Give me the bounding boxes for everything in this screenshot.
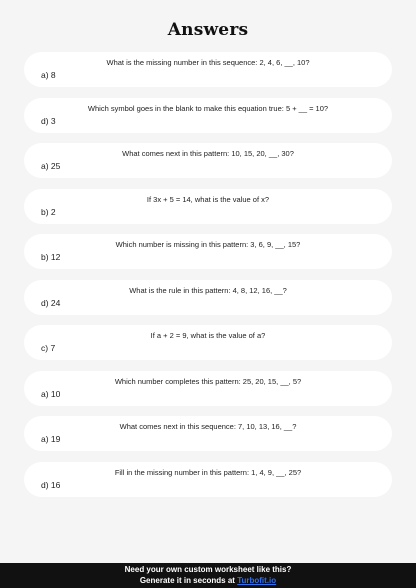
answer-text: a) 19: [41, 434, 61, 444]
question-text: Which symbol goes in the blank to make this equation true: 5 + __ = 10?: [87, 103, 329, 113]
answer-list: [24, 52, 392, 507]
answer-card: [24, 325, 392, 360]
answer-text: d) 24: [41, 297, 61, 308]
promo-footer: [0, 563, 416, 588]
answer-text: a) 25: [41, 161, 61, 171]
answer-card: [24, 52, 392, 87]
question-text: If a + 2 = 9, what is the value of a?: [150, 331, 266, 340]
question-text: What comes next in this sequence: 7, 10, 13, 16, __?: [119, 422, 297, 431]
question-text: What comes next in this pattern: 10, 15, 20, __, 30?: [122, 149, 294, 158]
footer-line-2: [0, 575, 416, 586]
answer-text: c) 7: [41, 343, 56, 353]
answer-text: d) 16: [41, 479, 61, 490]
answer-card: [24, 280, 392, 315]
answer-card: [24, 234, 392, 269]
answer-text: b) 2: [41, 206, 56, 217]
footer-line-1: Need your own custom worksheet like this?: [124, 565, 292, 574]
question-text: If 3x + 5 = 14, what is the value of x?: [146, 194, 270, 204]
answer-card: [24, 98, 392, 133]
answer-text: b) 12: [41, 252, 61, 262]
answer-card: [24, 189, 392, 224]
answer-card: [24, 143, 392, 178]
answer-card: [24, 371, 392, 406]
question-text: What is the missing number in this sequence: 2, 4, 6, __, 10?: [106, 58, 310, 67]
question-text: What is the rule in this pattern: 4, 8, 12, 16, __?: [129, 285, 287, 295]
footer-prefix: Generate it in seconds at: [139, 576, 238, 585]
page-title: Answers: [167, 20, 249, 40]
answer-text: a) 10: [41, 388, 61, 399]
answer-card: [24, 416, 392, 451]
question-text: Fill in the missing number in this pattern: 1, 4, 9, __, 25?: [114, 467, 302, 477]
turbofit-link[interactable]: Turbofit.io: [237, 576, 277, 585]
question-text: Which number completes this pattern: 25, 20, 15, __, 5?: [114, 376, 302, 386]
answer-text: d) 3: [41, 115, 56, 126]
answer-text: a) 8: [41, 70, 56, 80]
question-text: Which number is missing in this pattern: 3, 6, 9, __, 15?: [115, 240, 301, 249]
answer-card: [24, 462, 392, 497]
